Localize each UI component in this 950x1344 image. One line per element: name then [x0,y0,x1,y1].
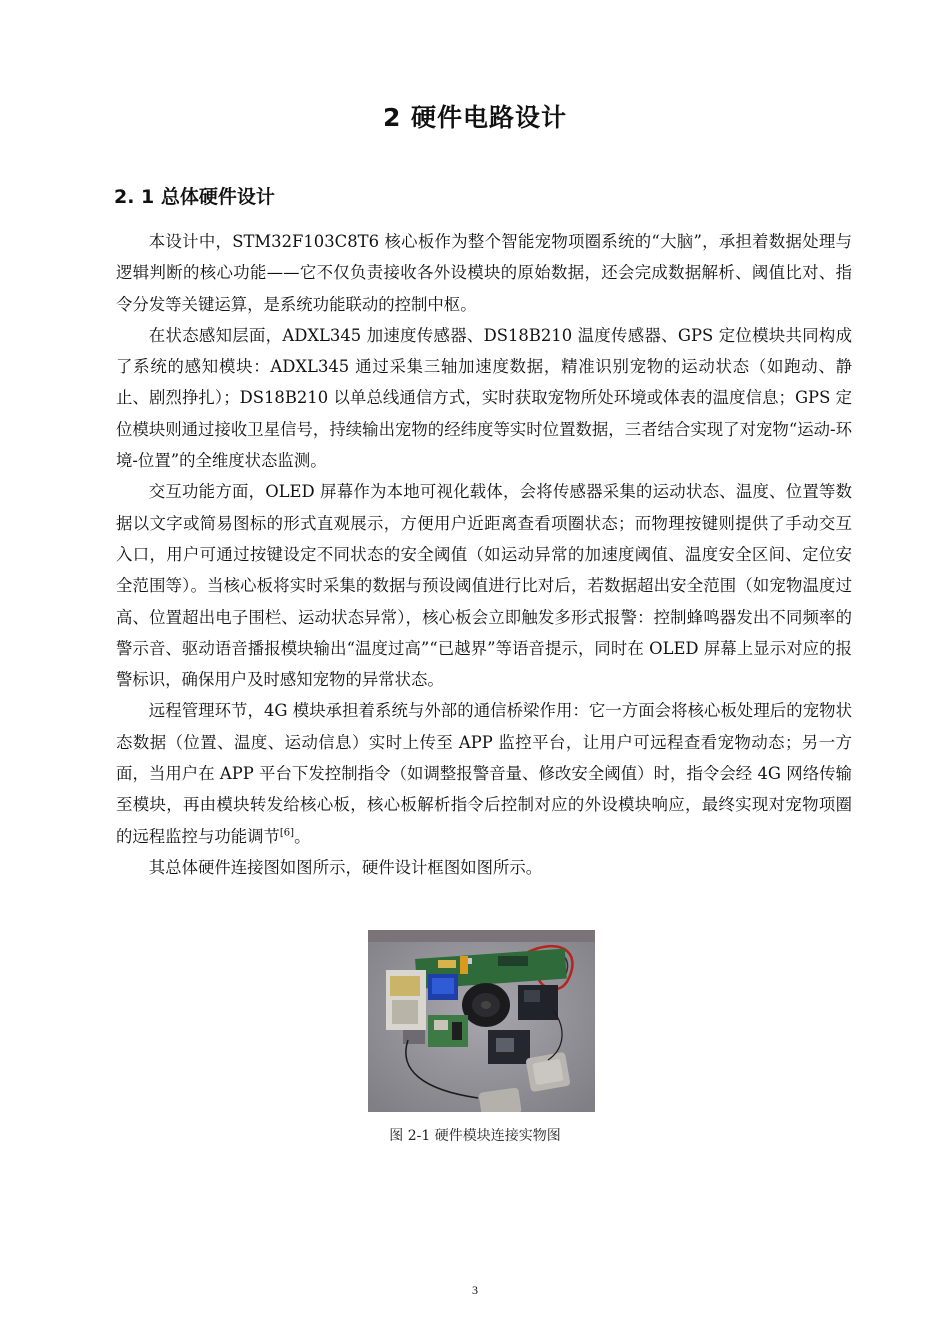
paragraph-sensing: 在状态感知层面，ADXL345 加速度传感器、DS18B210 温度传感器、GPS 定位模块共同构成了系统的感知模块：ADXL345 通过采集三轴加速度数据，精准识别宠物的运动状态（如跑动、静止、剧烈挣扎）；DS18B210 以单总线通信方式，实时获取宠物所处环境或体表的温度信息；GPS 定位模块则通过接收卫星信号，持续输出宠物的经纬度等实时位置数据，三者结合实现了对宠物“运动-环境-位置”的全维度状态监测。 [116,325,852,471]
hardware-photo [368,930,595,1112]
paragraph-remote-text: 远程管理环节，4G 模块承担着系统与外部的通信桥梁作用：它一方面会将核心板处理后的宠物状态数据（位置、温度、运动信息）实时上传至 APP 监控平台，让用户可远程查看宠物动态；另一方面，当用户在 APP 平台下发控制指令（如调整报警音量、修改安全阈值）时，指令会经 4G 网络传输至模块，再由模块转发给核心板，核心板解析指令后控制对应的外设模块响应，最终实现对宠物项圈的远程监控与功能调节 [116,701,852,846]
paragraph-core-board: 本设计中，STM32F103C8T6 核心板作为整个智能宠物项圈系统的“大脑”，承担着数据处理与逻辑判断的核心功能——它不仅负责接收各外设模块的原始数据，还会完成数据解析、阈值比对、指令分发等关键运算，是系统功能联动的控制中枢。 [116,232,852,314]
paragraph-interaction: 交互功能方面，OLED 屏幕作为本地可视化载体，会将传感器采集的运动状态、温度、位置等数据以文字或简易图标的形式直观展示，方便用户近距离查看项圈状态；而物理按键则提供了手动交互入口，用户可通过按键设定不同状态的安全阈值（如运动异常的加速度阈值、温度安全区间、定位安全范围等）。当核心板将实时采集的数据与预设阈值进行比对后，若数据超出安全范围（如宠物温度过高、位置超出电子围栏、运动状态异常），核心板会立即触发多形式报警：控制蜂鸣器发出不同频率的警示音、驱动语音播报模块输出“温度过高”“已越界”等语音提示，同时在 OLED 屏幕上显示对应的报警标识，确保用户及时感知宠物的异常状态。 [116,482,852,690]
page-number: 3 [472,1283,478,1297]
chapter-title: 2 硬件电路设计 [382,103,568,132]
body-text [116,226,852,883]
paragraph-figure-ref: 其总体硬件连接图如图所示，硬件设计框图如图所示。 [148,857,543,877]
citation-ref[interactable]: [6] [279,827,295,839]
figure-caption: 图 2-1 硬件模块连接实物图 [389,1128,561,1144]
paragraph-remote [116,695,852,851]
section-title: 2. 1 总体硬件设计 [114,186,275,208]
paragraph-remote-end: 。 [294,826,311,846]
